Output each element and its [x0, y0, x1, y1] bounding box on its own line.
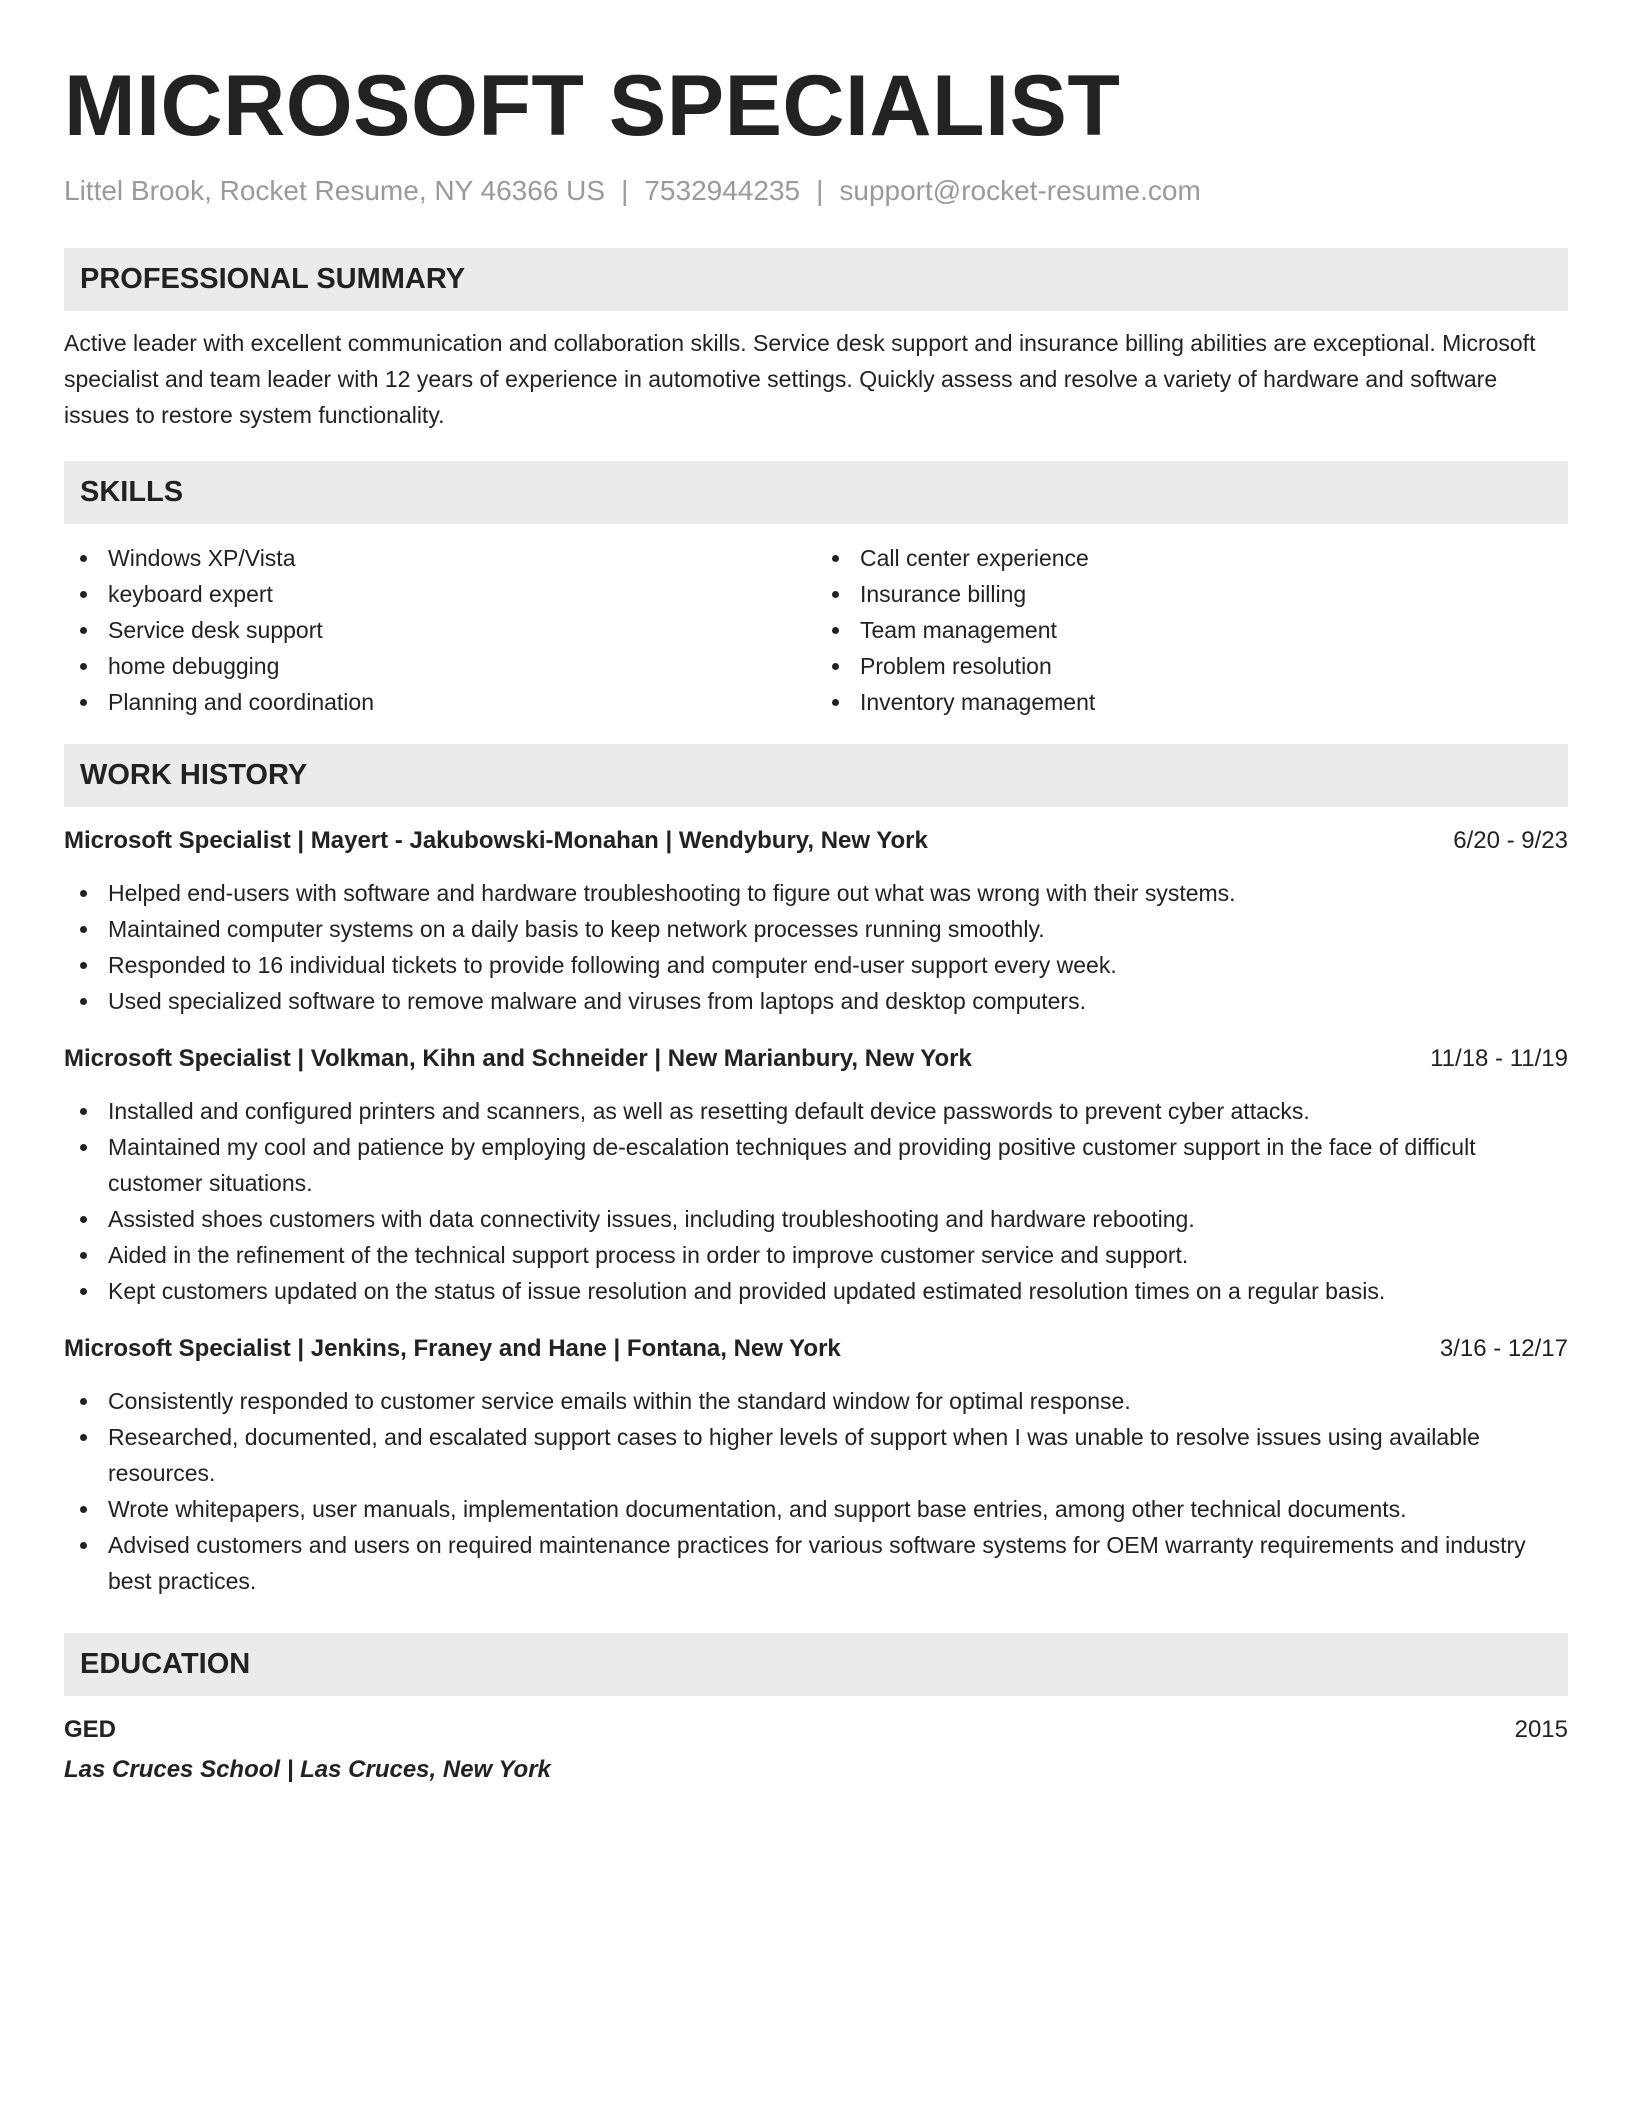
job-bullet: Helped end-users with software and hardware troubleshooting to figure out what was wrong with their systems.: [64, 875, 1568, 911]
job-entry: [64, 823, 1568, 1019]
skill-item: Windows XP/Vista: [64, 540, 816, 576]
section-header-education: EDUCATION: [64, 1633, 1568, 1696]
skill-item: Service desk support: [64, 612, 816, 648]
job-bullet: Kept customers updated on the status of issue resolution and provided updated estimated resolution times on a regular basis.: [64, 1273, 1568, 1309]
job-header: [64, 1041, 1568, 1077]
skill-item: Planning and coordination: [64, 684, 816, 720]
skills-column-right: [816, 540, 1568, 720]
job-dates: 11/18 - 11/19: [1430, 1045, 1568, 1072]
skill-item: Insurance billing: [816, 576, 1568, 612]
job-dates: 3/16 - 12/17: [1439, 1335, 1568, 1362]
resume-page: [64, 0, 1568, 1788]
job-bullet: Assisted shoes customers with data connectivity issues, including troubleshooting and hardware rebooting.: [64, 1201, 1568, 1237]
job-bullets: [64, 1383, 1568, 1599]
job-bullet: Maintained computer systems on a daily basis to keep network processes running smoothly.: [64, 911, 1568, 947]
skills-column-left: [64, 540, 816, 720]
skill-item: Inventory management: [816, 684, 1568, 720]
skill-item: Call center experience: [816, 540, 1568, 576]
job-bullet: Consistently responded to customer service emails within the standard window for optimal response.: [64, 1383, 1568, 1419]
education-header: [64, 1712, 1568, 1748]
job-title: Microsoft Specialist | Volkman, Kihn and Schneider | New Marianbury, New York: [64, 1045, 972, 1072]
education-school: Las Cruces School | Las Cruces, New York: [64, 1756, 551, 1783]
job-bullet: Researched, documented, and escalated support cases to higher levels of support when I was unable to resolve issues using available resources.: [64, 1419, 1568, 1491]
job-bullet: Used specialized software to remove malware and viruses from laptops and desktop computers.: [64, 983, 1568, 1019]
section-header-summary: PROFESSIONAL SUMMARY: [64, 248, 1568, 311]
contact-separator: |: [621, 175, 629, 206]
job-dates: 6/20 - 9/23: [1453, 827, 1568, 854]
job-bullets: [64, 1093, 1568, 1309]
skill-item: keyboard expert: [64, 576, 816, 612]
skill-item: home debugging: [64, 648, 816, 684]
job-bullet: Maintained my cool and patience by employing de-escalation techniques and providing positive customer support in the face of difficult customer situations.: [64, 1129, 1568, 1201]
contact-address: Littel Brook, Rocket Resume, NY 46366 US: [64, 175, 606, 206]
skill-item: Team management: [816, 612, 1568, 648]
summary-text: Active leader with excellent communication and collaboration skills. Service desk support and insurance billing abilities are exceptional. Microsoft specialist and team leader with 12 years of experience in automotive settings. Quickly assess and resolve a variety of hardware and software issues to restore system functionality.: [64, 330, 1536, 428]
job-bullets: [64, 875, 1568, 1019]
section-header-work: WORK HISTORY: [64, 744, 1568, 807]
job-title: Microsoft Specialist | Mayert - Jakubowski-Monahan | Wendybury, New York: [64, 827, 928, 854]
skill-item: Problem resolution: [816, 648, 1568, 684]
resume-name: MICROSOFT SPECIALIST: [64, 58, 1121, 154]
job-bullet: Wrote whitepapers, user manuals, implementation documentation, and support base entries, among other technical documents.: [64, 1491, 1568, 1527]
education-year: 2015: [1514, 1716, 1568, 1743]
job-header: [64, 1331, 1568, 1367]
job-bullet: Advised customers and users on required maintenance practices for various software systems for OEM warranty requirements and industry best practices.: [64, 1527, 1568, 1599]
job-bullet: Responded to 16 individual tickets to provide following and computer end-user support every week.: [64, 947, 1568, 983]
contact-line: [64, 174, 1568, 208]
job-entry: [64, 1041, 1568, 1309]
job-bullet: Installed and configured printers and scanners, as well as resetting default device passwords to prevent cyber attacks.: [64, 1093, 1568, 1129]
job-entry: [64, 1331, 1568, 1599]
contact-phone: 7532944235: [644, 175, 801, 206]
job-header: [64, 823, 1568, 859]
contact-separator: |: [816, 175, 824, 206]
job-title: Microsoft Specialist | Jenkins, Franey and Hane | Fontana, New York: [64, 1335, 841, 1362]
skills-grid: [64, 540, 1568, 720]
section-header-skills: SKILLS: [64, 461, 1568, 524]
contact-email: support@rocket-resume.com: [839, 175, 1201, 206]
education-degree: GED: [64, 1716, 117, 1743]
job-bullet: Aided in the refinement of the technical support process in order to improve customer service and support.: [64, 1237, 1568, 1273]
